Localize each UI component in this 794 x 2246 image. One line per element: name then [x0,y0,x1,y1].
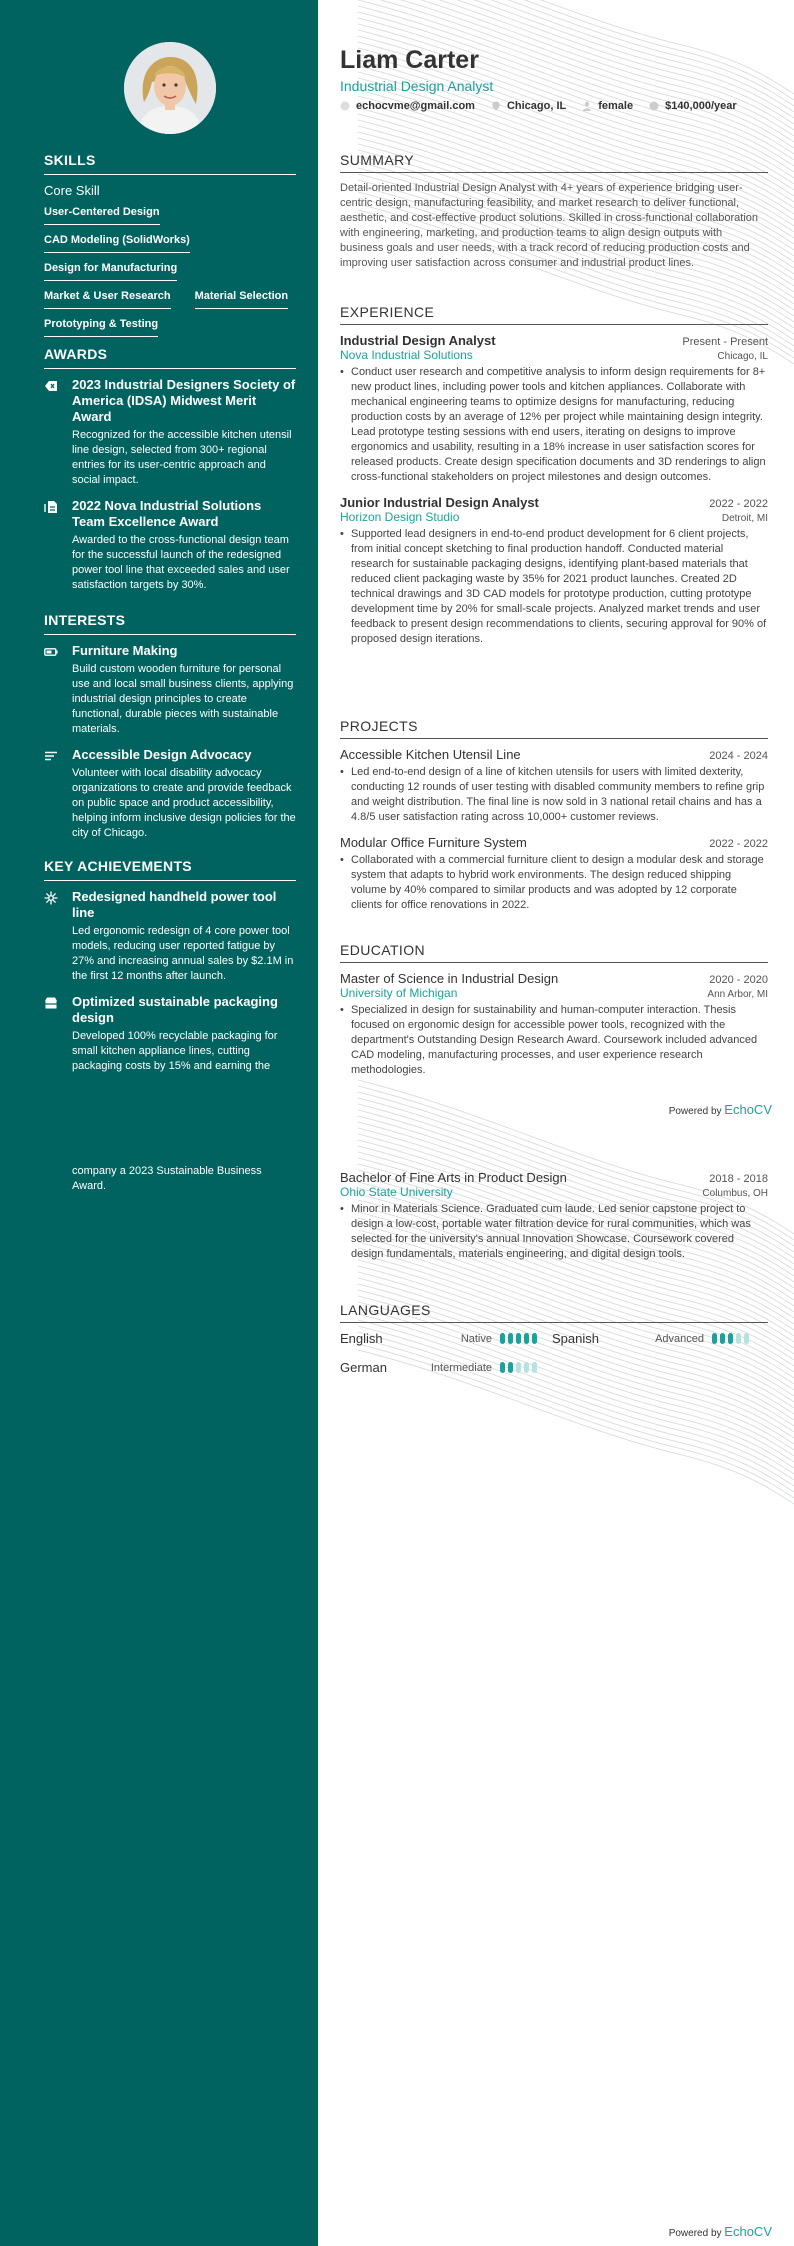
award-desc: Recognized for the accessible kitchen utensil line design, selected from 300+ regional entries for its user-centric approach and social impact. [72,429,292,486]
education-date: 2018 - 2018 [709,1173,768,1185]
experience-entry [340,333,768,485]
powered-by-text: Powered by [668,2228,722,2239]
experience-entry [340,495,768,647]
job-description: • Conduct user research and competitive analysis to inform design requirements for 8+ new product lines, including power tools and kitchen appliances. Collaborate with mechanical engineering teams to optimize designs for manufacturing, reducing production costs by an average of 12% per project while maintaining design integrity. Lead prototype testing sessions with end users, iterating on designs to improve ergonomics and usability, resulting in a 18% increase in user satisfaction scores for released products. Create design specification documents and 3D renderings to align cross-functional stakeholders on project milestones and design outcomes. [340,365,768,485]
contact-gender [582,100,633,112]
languages-heading: LANGUAGES [340,1302,768,1323]
language-rating [712,1333,749,1344]
language-level: Native [460,1332,492,1345]
person-icon [582,101,592,111]
language-rating [500,1333,537,1344]
brand-logo[interactable]: EchoCV [724,1102,772,1117]
powered-by-text: Powered by [668,1106,722,1117]
email-text: echocvme@gmail.com [356,100,475,112]
education-school: University of Michigan [340,986,458,1000]
rating-dot [524,1362,529,1373]
interest-title: Accessible Design Advocacy [72,747,252,762]
achievement-desc-continued [44,1164,296,1194]
skills-list [44,202,296,342]
summary-text: Detail-oriented Industrial Design Analyst with 4+ years of experience bridging user-centric design, manufacturing feasibility, and market research to deliver functional, aesthetic, and cost-effective product solutions. Skilled in cross-functional collaboration with engineering, marketing, and production teams to align design outputs with business goals and user needs, with a track record of reducing production costs and improving user satisfaction across consumer and industrial product lines. [340,182,759,269]
skill-item: User-Centered Design [44,202,160,225]
project-date: 2022 - 2022 [709,838,768,850]
rating-dot [736,1333,741,1344]
job-location: Chicago, IL [717,351,768,362]
language-name: English [340,1331,383,1346]
location-text: Chicago, IL [506,100,567,112]
skill-item: Market & User Research [44,286,171,309]
achievement-desc-cont: company a 2023 Sustainable Business Award. [72,1165,262,1192]
document-icon [44,500,58,514]
money-icon [649,101,659,111]
rating-dot [516,1362,521,1373]
experience-heading: EXPERIENCE [340,304,768,325]
language-item [552,1331,764,1346]
project-name: Accessible Kitchen Utensil Line [340,747,521,762]
award-title: 2023 Industrial Designers Society of America (IDSA) Midwest Merit Award [72,377,296,424]
sparkle-icon [44,891,58,905]
rating-dot [720,1333,725,1344]
project-name: Modular Office Furniture System [340,835,527,850]
project-entry [340,835,768,913]
job-role: Industrial Design Analyst [340,333,496,348]
skills-heading: SKILLS [44,152,296,175]
contact-location [491,100,566,112]
summary-section [340,152,768,271]
rating-dot [516,1333,521,1344]
rating-dot [524,1333,529,1344]
rating-dot [508,1333,513,1344]
achievement-desc: Led ergonomic redesign of 4 core power tool models, reducing user reported fatigue by 27% and increasing annual sales by $2.1M in the first 12 months after launch. [72,925,294,982]
achievement-entry [44,889,296,984]
candidate-name: Liam Carter [340,46,479,74]
language-level: Intermediate [430,1361,492,1374]
list-icon [44,749,58,763]
projects-heading: PROJECTS [340,718,768,739]
interests-section [44,612,296,851]
main-column [318,0,794,2246]
brand-logo[interactable]: EchoCV [724,2224,772,2239]
job-company: Horizon Design Studio [340,510,460,524]
job-description: • Supported lead designers in end-to-end product development for 6 client projects, from initial concept sketching to final production handoff. Conducted material research for sustainable packaging designs, identifying plant-based materials that reduced client packaging waste by 35% for 2021 product launches. Created 2D technical drawings and 3D CAD models for prototype production, cutting prototype development time by 20% for small-scale projects. Analyzed market trends and user feedback to present design recommendations to clients, securing approval for 90% of proposed design iterations. [340,527,768,647]
skill-item: Design for Manufacturing [44,258,177,281]
rating-dot [508,1362,513,1373]
education-degree: Master of Science in Industrial Design [340,971,559,986]
skills-section [44,152,296,342]
location-icon [491,101,501,111]
language-name: German [340,1360,387,1375]
language-item [340,1331,552,1346]
wave-line [358,0,794,152]
language-level: Advanced [655,1332,704,1345]
education-school: Ohio State University [340,1185,453,1199]
languages-list [340,1331,768,1389]
battery-icon [44,645,58,659]
rating-dot [532,1362,537,1373]
salary-text: $140,000/year [665,100,737,112]
tag-icon [44,379,58,393]
candidate-title: Industrial Design Analyst [340,78,494,94]
email-icon [340,101,350,111]
education-date: 2020 - 2020 [709,974,768,986]
award-entry [44,498,296,593]
education-degree: Bachelor of Fine Arts in Product Design [340,1170,567,1185]
interest-desc: Volunteer with local disability advocacy organizations to create and provide feedback on public space and product accessibility, helping inform inclusive design policies for the city of Chicago. [72,767,296,839]
sidebar [0,0,318,2246]
powered-by-footer [669,1102,772,1117]
interest-entry [44,643,296,737]
powered-by-footer [669,2224,772,2239]
awards-heading: AWARDS [44,346,296,369]
project-description: • Collaborated with a commercial furniture client to design a modular desk and storage system that adapts to hybrid work environments. The design reduced shipping volume by 40% compared to similar products and was adopted by 12 corporate clients for office renovations in 2022. [340,853,768,913]
avatar [124,42,216,134]
skill-item: CAD Modeling (SolidWorks) [44,230,190,253]
interest-title: Furniture Making [72,643,178,658]
project-entry [340,747,768,825]
rating-dot [500,1362,505,1373]
interest-desc: Build custom wooden furniture for personal use and local small business clients, applying industrial design principles to create functional, durable pieces with sustainable materials. [72,663,294,735]
project-date: 2024 - 2024 [709,750,768,762]
language-name: Spanish [552,1331,599,1346]
job-company: Nova Industrial Solutions [340,348,473,362]
gender-text: female [598,100,634,112]
education-heading: EDUCATION [340,942,768,963]
rating-dot [532,1333,537,1344]
language-rating [500,1362,537,1373]
achievement-desc: Developed 100% recyclable packaging for small kitchen appliance lines, cutting packaging costs by 15% and earning the [72,1030,278,1072]
contact-row [340,100,737,112]
achievement-title: Optimized sustainable packaging design [72,994,278,1025]
education-continued [340,1170,768,1272]
summary-heading: SUMMARY [340,152,768,173]
job-location: Detroit, MI [721,513,768,524]
rating-dot [712,1333,717,1344]
education-entry [340,971,768,1078]
education-entry [340,1170,768,1262]
languages-section [340,1302,768,1389]
achievements-section [44,858,296,1084]
core-skill-label: Core Skill [44,183,100,198]
education-description: • Minor in Materials Science. Graduated cum laude. Led senior capstone project to design a low-cost, portable water filtration device for rural communities, which was selected for the university's annual Innovation Showcase. Coursework covered design fundamentals, materials engineering, and digital design tools. [340,1202,768,1262]
job-date: 2022 - 2022 [709,498,768,510]
language-item [340,1360,552,1375]
interest-entry [44,747,296,841]
education-location: Columbus, OH [702,1188,768,1199]
job-role: Junior Industrial Design Analyst [340,495,539,510]
achievements-heading: KEY ACHIEVEMENTS [44,858,296,881]
rating-dot [744,1333,749,1344]
rating-dot [500,1333,505,1344]
award-entry [44,377,296,488]
skill-item: Prototyping & Testing [44,314,158,337]
project-description: • Led end-to-end design of a line of kitchen utensils for users with limited dexterity, conducting 12 rounds of user testing with disabled community members to refine grip and weight distribution. The final line is now sold in 3 national retail chains and has a 4.8/5 user satisfaction rating across 10,000+ customer reviews. [340,765,768,825]
rating-dot [728,1333,733,1344]
education-location: Ann Arbor, MI [707,989,768,1000]
job-date: Present - Present [682,336,768,348]
awards-section [44,346,296,603]
skill-item: Material Selection [195,286,289,309]
education-description: • Specialized in design for sustainability and human-computer interaction. Thesis focused on ergonomic design for accessible power tools, recognized with the department's Outstanding Design Research Award. Coursework included advanced CAD modeling, manufacturing processes, and user experience research methodologies. [340,1003,768,1078]
contact-email [340,100,475,112]
projects-section [340,718,768,923]
interests-heading: INTERESTS [44,612,296,635]
award-title: 2022 Nova Industrial Solutions Team Excellence Award [72,498,262,529]
contact-salary [649,100,737,112]
experience-section [340,304,768,657]
achievement-entry [44,994,296,1074]
achievement-title: Redesigned handheld power tool line [72,889,277,920]
award-desc: Awarded to the cross-functional design team for the successful launch of the redesigned power tool line that exceeded sales and user satisfaction targets by 30%. [72,534,290,591]
box-icon [44,996,58,1010]
education-section [340,942,768,1088]
